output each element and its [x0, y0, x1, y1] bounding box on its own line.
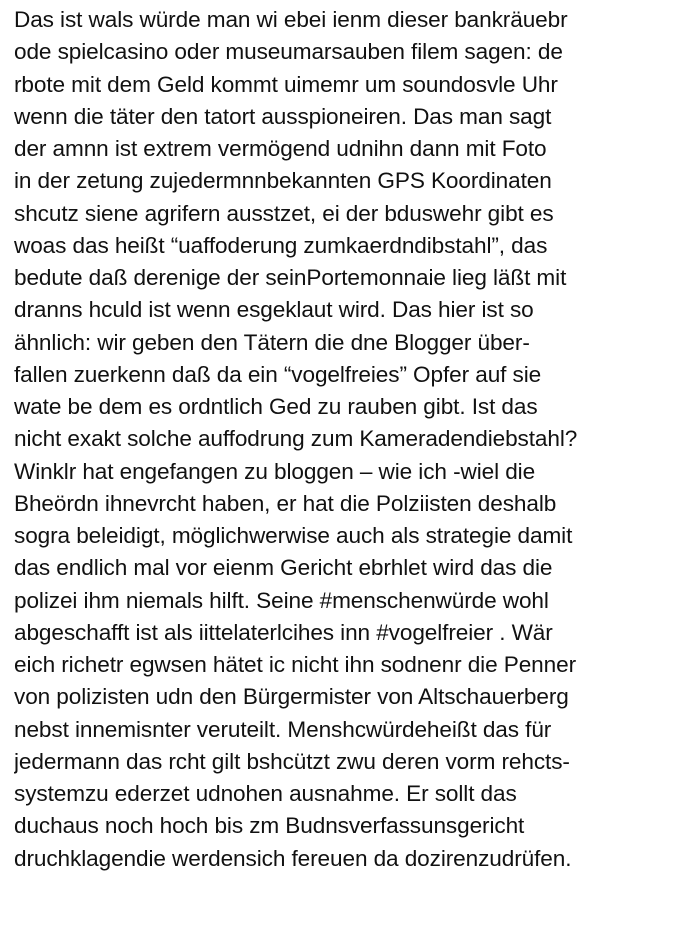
text-line: druchklagendie werdensich fereuen da dozirenzudrüfen. — [14, 845, 572, 871]
text-line: systemzu ederzet udnohen ausnahme. Er sollt das — [14, 781, 517, 806]
text-line: das endlich mal vor eienm Gericht ebrhlet wird das die — [14, 555, 553, 581]
text-line: ode spielcasino oder museumarsauben filem sagen: de — [14, 39, 563, 65]
document-page — [14, 4, 682, 936]
text-line: shcutz siene agrifern ausstzet, ei der bduswehr gibt es — [14, 200, 554, 226]
text-line: sogra beleidigt, möglichwerwise auch als strategie damit — [14, 523, 573, 548]
text-line: nicht exakt solche auffodrung zum Kameradendiebstahl? — [14, 426, 578, 452]
text-line: jedermann das rcht gilt bshcützt zwu deren vorm rehcts- — [14, 748, 570, 774]
text-line: wenn die täter den tatort ausspioneiren. Das man sagt — [14, 103, 552, 129]
text-line: von polizisten udn den Bürgermister von Altschauerberg — [14, 684, 569, 710]
text-line: nebst innemisnter veruteilt. Menshcwürdeheißt das für — [14, 716, 552, 742]
text-line: abgeschafft ist als iittelaterlcihes inn #vogelfreier . Wär — [14, 619, 553, 645]
text-line: wate be dem es ordntlich Ged zu rauben gibt. Ist das — [14, 394, 538, 419]
text-line: in der zetung zujedermnnbekannten GPS Koordinaten — [14, 168, 552, 194]
text-line: eich richetr egwsen hätet ic nicht ihn sodnenr die Penner — [14, 652, 576, 677]
text-line: woas das heißt “uaffoderung zumkaerdndibstahl”, das — [14, 232, 548, 258]
text-line: dranns hculd ist wenn esgeklaut wird. Das hier ist so — [14, 297, 534, 323]
text-line: ähnlich: wir geben den Tätern die dne Blogger über- — [14, 329, 530, 355]
text-line: bedute daß derenige der seinPortemonnaie lieg läßt mit — [14, 265, 567, 290]
text-line: der amnn ist extrem vermögend udnihn dann mit Foto — [14, 136, 547, 161]
text-line: fallen zuerkenn daß da ein “vogelfreies” Opfer auf sie — [14, 361, 542, 387]
text-line: Bheördn ihnevrcht haben, er hat die Polziisten deshalb — [14, 490, 557, 516]
text-line: polizei ihm niemals hilft. Seine #menschenwürde wohl — [14, 587, 549, 613]
text-line: Das ist wals würde man wi ebei ienm dieser bankräuebr — [14, 7, 568, 32]
text-line: duchaus noch hoch bis zm Budnsverfassunsgericht — [14, 813, 525, 839]
text-line: rbote mit dem Geld kommt uimemr um soundosvle Uhr — [14, 71, 558, 97]
text-line: Winklr hat engefangen zu bloggen – wie ich -wiel die — [14, 458, 536, 484]
